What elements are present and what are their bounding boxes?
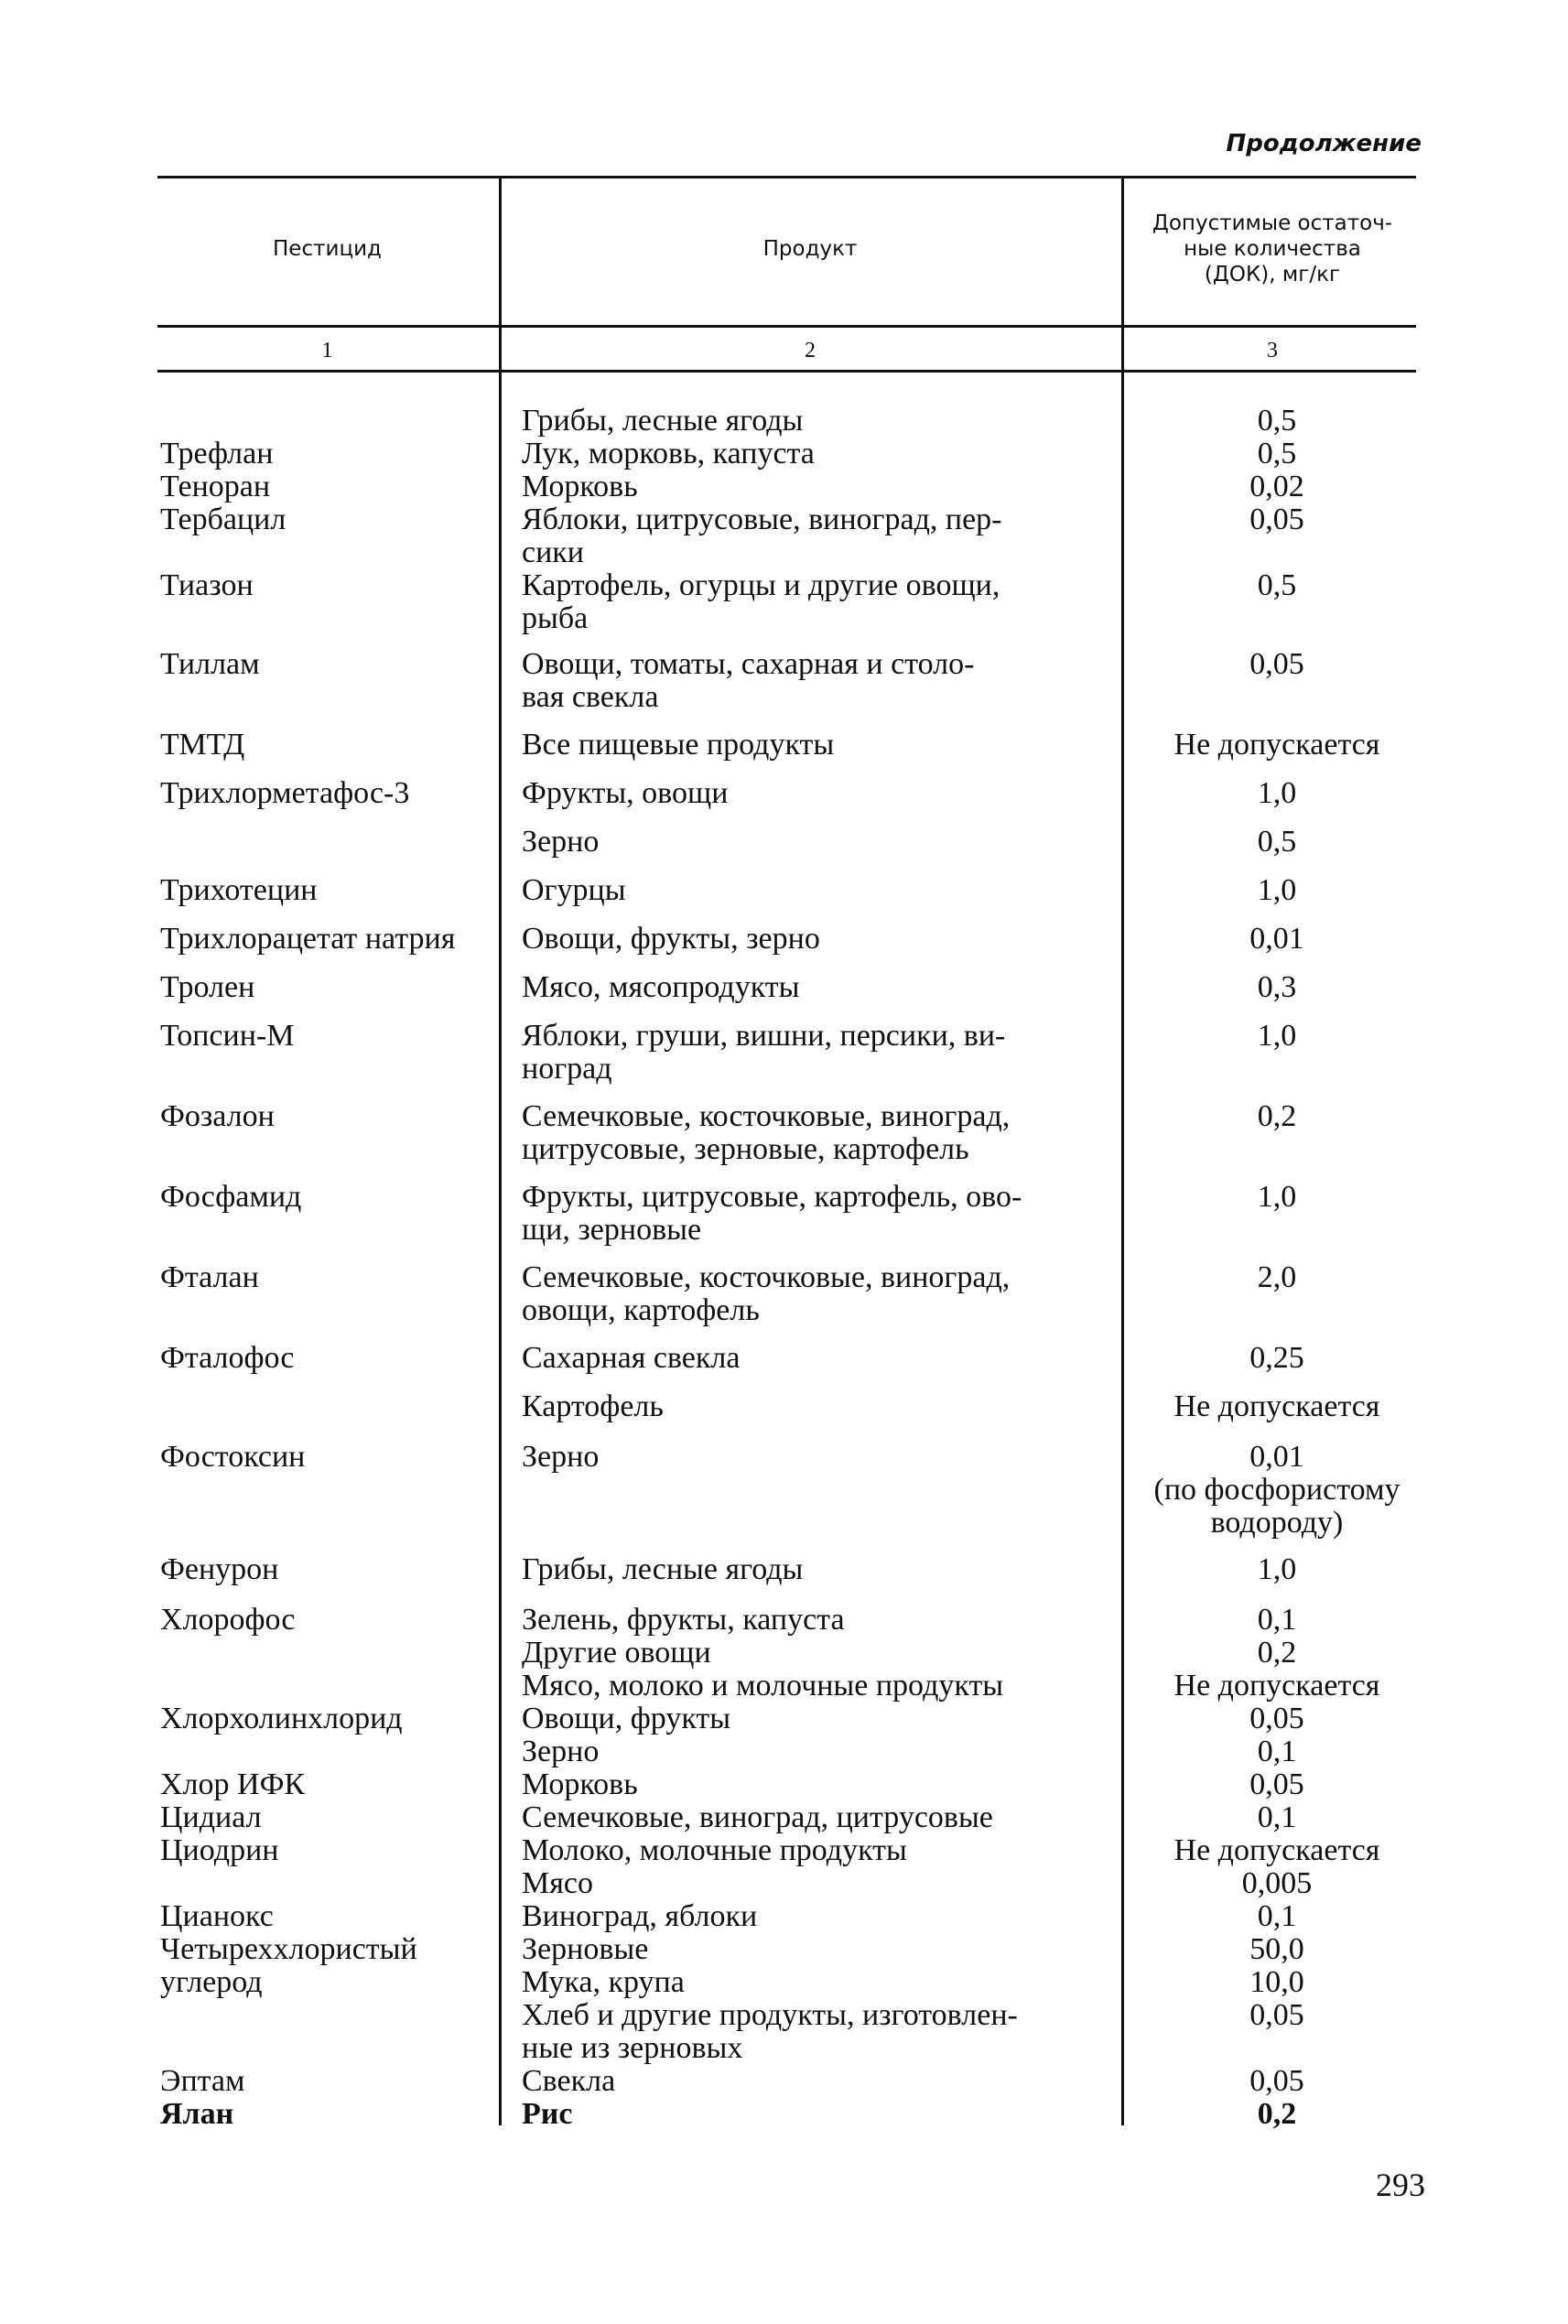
pesticide-cell: Трихлорметафос-3 [160,776,410,810]
dok-cell: 0,05 [1249,1998,1304,2032]
product-cell: Зерно [522,1440,600,1474]
dok-cell: 0,05 [1249,2064,1304,2098]
dok-cell: 0,2 [1257,2097,1297,2131]
dok-cell: Не допускается [1173,1833,1380,1867]
product-cell: Овощи, фрукты, зерно [522,922,820,956]
dok-cell: 1,0 [1257,1552,1297,1586]
product-cell: Грибы, лесные ягоды [522,1552,804,1586]
dok-cell: 0,5 [1257,437,1297,470]
product-cell: Другие овощи [522,1636,711,1670]
header-dok: Допустимые остаточ- ные количества (ДОК), мг/кг [1152,211,1393,286]
dok-cell: 0,05 [1249,1702,1304,1735]
pesticide-cell: Фенурон [160,1552,279,1586]
dok-cell: 0,1 [1257,1899,1297,1933]
column-divider-1 [499,176,502,2125]
pesticide-cell: Циодрин [160,1833,279,1867]
dok-cell: 0,25 [1249,1341,1304,1375]
product-cell: Семечковые, косточковые, виноград, цитрусовые, зерновые, картофель [522,1099,1011,1166]
pesticide-cell: Тролен [160,970,255,1004]
pesticide-cell: Хлор ИФК [160,1767,306,1801]
dok-cell: 1,0 [1257,873,1297,907]
dok-cell: 0,5 [1257,404,1297,438]
page-number: 293 [1376,2167,1425,2203]
dok-cell: 0,5 [1257,825,1297,859]
header-bottom-rule [157,325,1416,328]
dok-cell: 0,05 [1249,503,1304,536]
pesticide-cell: ТМТД [160,728,245,762]
product-cell: Зерновые [522,1932,649,1966]
column-number-1: 1 [321,339,333,362]
product-cell: Семечковые, виноград, цитрусовые [522,1800,993,1834]
pesticide-cell: Хлорофос [160,1603,296,1637]
pesticide-cell: Фозалон [160,1099,275,1133]
dok-cell: Не допускается [1173,728,1380,762]
pesticide-cell: Фталан [160,1260,259,1294]
dok-cell: 0,2 [1257,1099,1297,1133]
product-cell: Молоко, молочные продукты [522,1833,907,1867]
column-number-2: 2 [805,339,816,362]
dok-cell: 0,05 [1249,1767,1304,1801]
pesticide-cell: Цианокс [160,1899,274,1933]
dok-cell: 0,01 (по фосфористому водороду) [1153,1440,1400,1540]
dok-cell: 0,2 [1257,1636,1297,1670]
product-cell: Грибы, лесные ягоды [522,404,804,438]
pesticide-cell: Четыреххлористый углерод [160,1932,417,1999]
product-cell: Свекла [522,2064,616,2098]
product-cell: Все пищевые продукты [522,728,835,762]
product-cell: Мука, крупа [522,1965,685,1999]
table-top-rule [157,176,1416,178]
dok-cell: Не допускается [1173,1389,1380,1423]
product-cell: Хлеб и другие продукты, изготовлен- ные из зерновых [522,1998,1018,2065]
dok-cell: 50,0 [1249,1932,1304,1966]
product-cell: Картофель, огурцы и другие овощи, рыба [522,568,1000,635]
pesticide-cell: Трихлорацетат натрия [160,922,456,956]
header-product: Продукт [762,237,858,261]
dok-cell: 0,05 [1249,647,1304,681]
product-cell: Яблоки, груши, вишни, персики, ви- ноград [522,1019,1006,1086]
dok-cell: 0,02 [1249,470,1304,503]
numbering-bottom-rule [157,370,1416,373]
dok-cell: 1,0 [1257,776,1297,810]
product-cell: Зелень, фрукты, капуста [522,1603,845,1637]
dok-cell: 1,0 [1257,1180,1297,1214]
pesticide-cell: Трефлан [160,437,274,470]
pesticide-cell: Трихотецин [160,873,318,907]
dok-cell: 10,0 [1249,1965,1304,1999]
pesticide-cell: Цидиал [160,1800,262,1834]
product-cell: Виноград, яблоки [522,1899,758,1933]
product-cell: Морковь [522,470,638,503]
product-cell: Семечковые, косточковые, виноград, овощи, картофель [522,1260,1011,1327]
continuation-label: Продолжение [1226,130,1422,157]
dok-cell: 0,1 [1257,1735,1297,1768]
dok-cell: Не допускается [1173,1669,1380,1702]
product-cell: Яблоки, цитрусовые, виноград, пер- сики [522,503,1002,569]
product-cell: Мясо, мясопродукты [522,970,800,1004]
pesticide-cell: Эптам [160,2064,245,2098]
product-cell: Лук, морковь, капуста [522,437,815,470]
pesticide-cell: Топсин-М [160,1019,295,1053]
dok-cell: 0,01 [1249,922,1304,956]
pesticide-cell: Фосфамид [160,1180,302,1214]
column-divider-2 [1121,176,1124,2125]
product-cell: Морковь [522,1767,638,1801]
product-cell: Овощи, томаты, сахарная и столо- вая свекла [522,647,975,714]
header-pesticide: Пестицид [273,237,382,261]
product-cell: Сахарная свекла [522,1341,741,1375]
dok-cell: 0,5 [1257,568,1297,602]
pesticide-cell: Фталофос [160,1341,295,1375]
product-cell: Фрукты, овощи [522,776,729,810]
product-cell: Фрукты, цитрусовые, картофель, ово- щи, зерновые [522,1180,1022,1247]
pesticide-cell: Фостоксин [160,1440,306,1474]
pesticide-cell: Хлорхолинхлорид [160,1702,403,1735]
dok-cell: 0,005 [1241,1866,1313,1900]
product-cell: Картофель [522,1389,664,1423]
dok-cell: 0,1 [1257,1800,1297,1834]
product-cell: Мясо [522,1866,593,1900]
product-cell: Мясо, молоко и молочные продукты [522,1669,1004,1702]
product-cell: Рис [522,2097,573,2131]
pesticide-cell: Теноран [160,470,271,503]
dok-cell: 1,0 [1257,1019,1297,1053]
column-number-3: 3 [1267,339,1278,362]
product-cell: Зерно [522,1735,600,1768]
dok-cell: 0,1 [1257,1603,1297,1637]
dok-cell: 2,0 [1257,1260,1297,1294]
pesticide-cell: Тиазон [160,568,254,602]
dok-cell: 0,3 [1257,970,1297,1004]
pesticide-cell: Ялан [160,2097,234,2131]
product-cell: Овощи, фрукты [522,1702,731,1735]
product-cell: Зерно [522,825,600,859]
product-cell: Огурцы [522,873,626,907]
pesticide-cell: Тербацил [160,503,287,536]
pesticide-cell: Тиллам [160,647,260,681]
